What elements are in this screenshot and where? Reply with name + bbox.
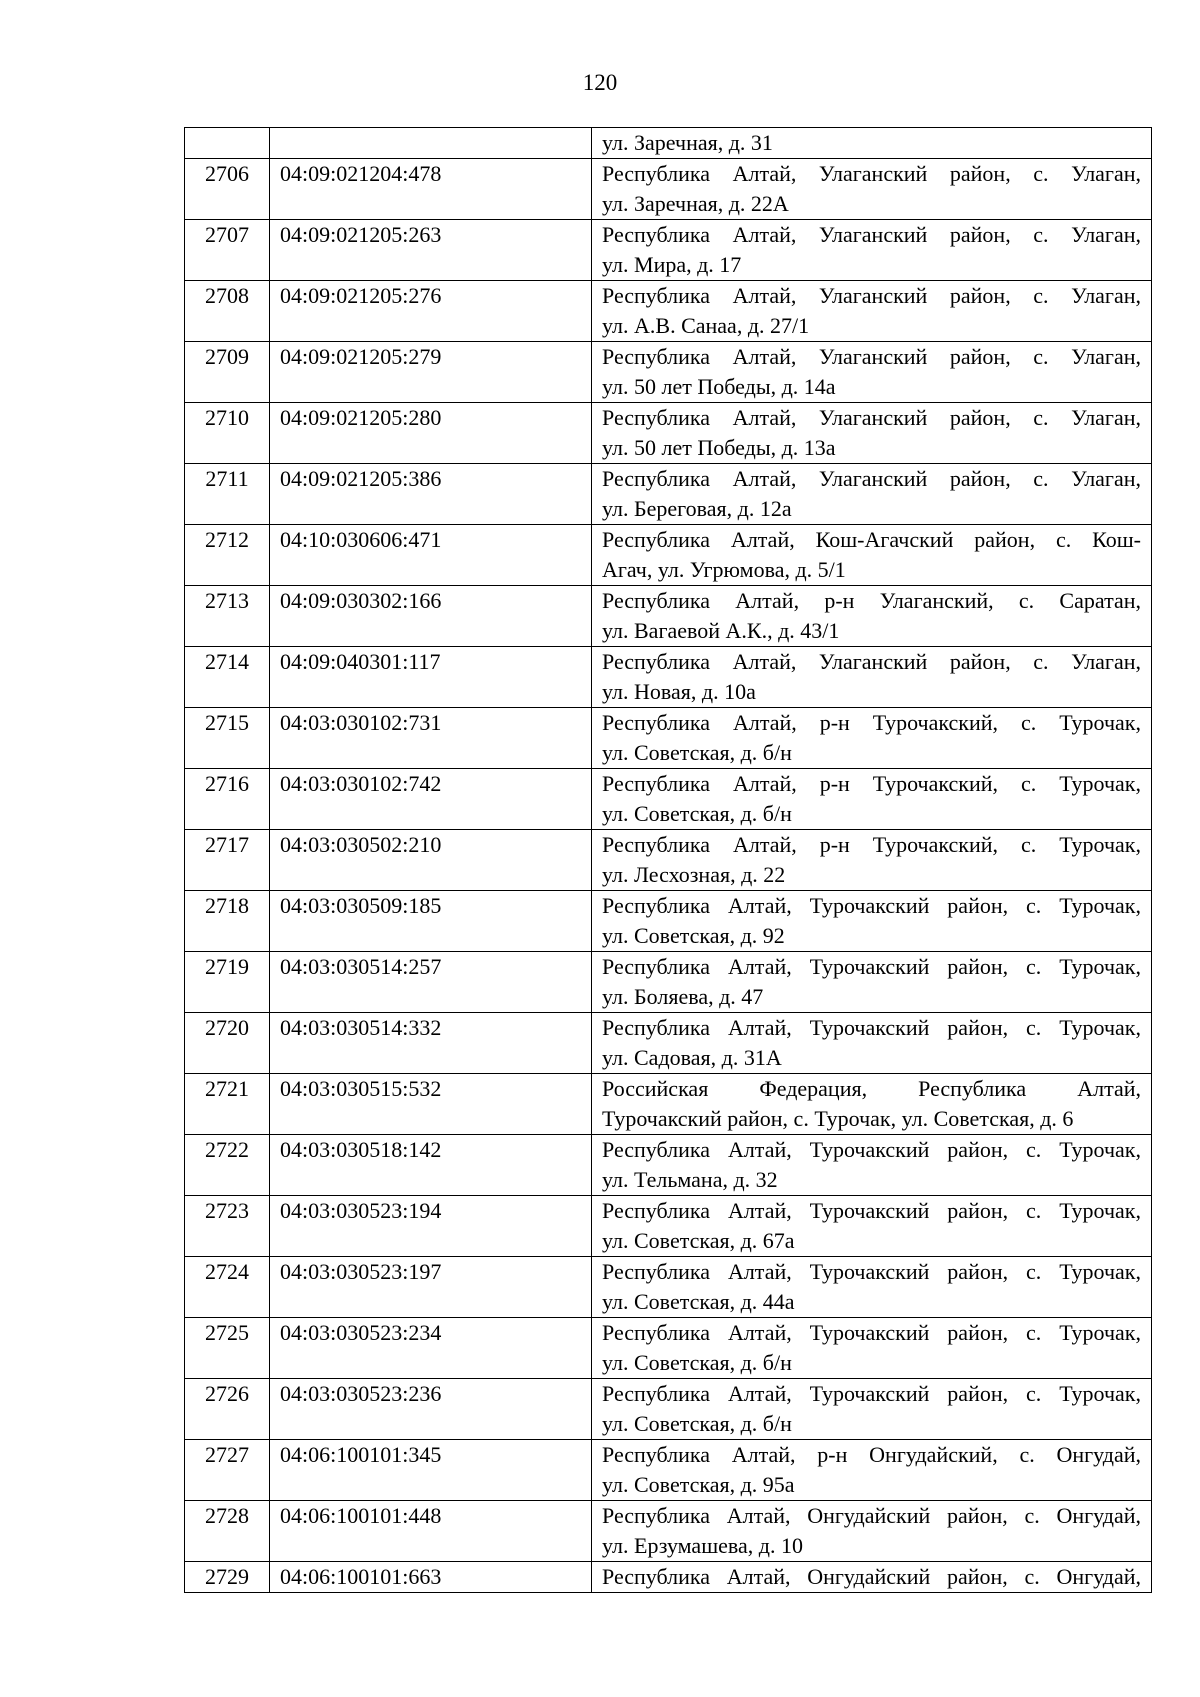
cadastral-number-cell: 04:03:030523:236 xyxy=(270,1379,592,1440)
cadastral-number-cell: 04:03:030523:234 xyxy=(270,1318,592,1379)
cadastral-number-cell: 04:09:021205:280 xyxy=(270,403,592,464)
cadastral-number-cell: 04:03:030515:532 xyxy=(270,1074,592,1135)
address-cell xyxy=(592,1318,1152,1379)
table-row xyxy=(185,342,1152,403)
address-cell xyxy=(592,1562,1152,1593)
cadastral-number-cell: 04:06:100101:663 xyxy=(270,1562,592,1593)
cadastral-number-cell: 04:03:030509:185 xyxy=(270,891,592,952)
table-row xyxy=(185,647,1152,708)
address-line-1: Республика Алтай, Улаганский район, с. Улаган, xyxy=(602,466,1141,491)
address-line-1: Республика Алтай, Онгудайский район, с. Онгудай, xyxy=(602,1564,1141,1589)
table-row xyxy=(185,830,1152,891)
address-line-1: Республика Алтай, р-н Улаганский, с. Саратан, xyxy=(602,588,1141,613)
address-cell xyxy=(592,1501,1152,1562)
address-cell xyxy=(592,708,1152,769)
cadastral-number-cell: 04:03:030502:210 xyxy=(270,830,592,891)
address-cell xyxy=(592,281,1152,342)
row-number-cell: 2720 xyxy=(185,1013,270,1074)
cadastral-number-cell: 04:09:021204:478 xyxy=(270,159,592,220)
address-line-2: ул. Советская, д. б/н xyxy=(602,1350,792,1375)
cadastral-number-cell: 04:03:030523:194 xyxy=(270,1196,592,1257)
table-row xyxy=(185,128,1152,159)
row-number-cell: 2726 xyxy=(185,1379,270,1440)
address-line-2: ул. Ерзумашева, д. 10 xyxy=(602,1533,803,1558)
row-number-cell: 2717 xyxy=(185,830,270,891)
address-line-1: Республика Алтай, Улаганский район, с. Улаган, xyxy=(602,649,1141,674)
row-number-cell: 2729 xyxy=(185,1562,270,1593)
table-row xyxy=(185,1318,1152,1379)
row-number-cell: 2710 xyxy=(185,403,270,464)
address-cell xyxy=(592,464,1152,525)
address-cell xyxy=(592,1013,1152,1074)
address-line-1: Республика Алтай, Кош-Агачский район, с. Кош- xyxy=(602,527,1141,552)
address-line-2: ул. Советская, д. б/н xyxy=(602,1411,792,1436)
address-cell xyxy=(592,1196,1152,1257)
address-cell xyxy=(592,647,1152,708)
address-line-2: ул. Мира, д. 17 xyxy=(602,252,742,277)
row-number-cell: 2713 xyxy=(185,586,270,647)
table-row xyxy=(185,1135,1152,1196)
address-line-1: Республика Алтай, Улаганский район, с. Улаган, xyxy=(602,161,1141,186)
row-number-cell: 2723 xyxy=(185,1196,270,1257)
table-row xyxy=(185,403,1152,464)
address-line-2: ул. Тельмана, д. 32 xyxy=(602,1167,778,1192)
cadastral-number-cell: 04:09:030302:166 xyxy=(270,586,592,647)
table-row xyxy=(185,1257,1152,1318)
table-row xyxy=(185,1013,1152,1074)
address-line-2: ул. Советская, д. 95а xyxy=(602,1472,795,1497)
cadastral-number-cell: 04:03:030102:742 xyxy=(270,769,592,830)
address-line-2: ул. Береговая, д. 12а xyxy=(602,496,792,521)
address-line-1: Республика Алтай, Онгудайский район, с. Онгудай, xyxy=(602,1503,1141,1528)
table-row xyxy=(185,769,1152,830)
table-row xyxy=(185,159,1152,220)
address-cell xyxy=(592,525,1152,586)
cadastral-number-cell: 04:06:100101:345 xyxy=(270,1440,592,1501)
address-line-1: Республика Алтай, Турочакский район, с. Турочак, xyxy=(602,954,1141,979)
row-number-cell: 2714 xyxy=(185,647,270,708)
table-row xyxy=(185,891,1152,952)
row-number-cell: 2711 xyxy=(185,464,270,525)
cadastral-number-cell: 04:09:040301:117 xyxy=(270,647,592,708)
address-line-2: ул. Советская, д. 67а xyxy=(602,1228,795,1253)
address-cell xyxy=(592,586,1152,647)
address-line-1: Республика Алтай, р-н Турочакский, с. Турочак, xyxy=(602,710,1141,735)
address-line-2: ул. 50 лет Победы, д. 14а xyxy=(602,374,836,399)
table-row xyxy=(185,525,1152,586)
address-line-1: Республика Алтай, Турочакский район, с. Турочак, xyxy=(602,893,1141,918)
address-line-1: Республика Алтай, р-н Онгудайский, с. Онгудай, xyxy=(602,1442,1141,1467)
address-line-2: ул. 50 лет Победы, д. 13а xyxy=(602,435,836,460)
table-row xyxy=(185,952,1152,1013)
row-number-cell: 2708 xyxy=(185,281,270,342)
address-line-2: ул. Лесхозная, д. 22 xyxy=(602,862,786,887)
cadastral-number-cell: 04:09:021205:263 xyxy=(270,220,592,281)
address-line-2: Турочакский район, с. Турочак, ул. Советская, д. 6 xyxy=(602,1106,1074,1131)
address-line-1: Республика Алтай, Турочакский район, с. Турочак, xyxy=(602,1137,1141,1162)
address-line-1: Республика Алтай, Турочакский район, с. Турочак, xyxy=(602,1381,1141,1406)
address-cell xyxy=(592,220,1152,281)
address-cell xyxy=(592,769,1152,830)
cadastral-number-cell: 04:03:030102:731 xyxy=(270,708,592,769)
address-line-2: ул. Боляева, д. 47 xyxy=(602,984,764,1009)
address-line-1: Республика Алтай, Улаганский район, с. Улаган, xyxy=(602,405,1141,430)
row-number-cell xyxy=(185,128,270,159)
table-row xyxy=(185,281,1152,342)
address-line-1: Республика Алтай, Турочакский район, с. Турочак, xyxy=(602,1259,1141,1284)
cadastral-number-cell: 04:06:100101:448 xyxy=(270,1501,592,1562)
row-number-cell: 2718 xyxy=(185,891,270,952)
table-row xyxy=(185,1440,1152,1501)
cadastral-number-cell: 04:03:030514:332 xyxy=(270,1013,592,1074)
address-line-1: Республика Алтай, Турочакский район, с. Турочак, xyxy=(602,1198,1141,1223)
cadastral-number-cell: 04:09:021205:386 xyxy=(270,464,592,525)
cadastral-number-cell: 04:09:021205:276 xyxy=(270,281,592,342)
table-row xyxy=(185,708,1152,769)
address-line-2: ул. Новая, д. 10а xyxy=(602,679,756,704)
address-line-2: ул. Советская, д. 92 xyxy=(602,923,785,948)
table-row xyxy=(185,1562,1152,1593)
address-line-2: ул. Садовая, д. 31А xyxy=(602,1045,782,1070)
address-line-2: ул. А.В. Санаа, д. 27/1 xyxy=(602,313,810,338)
row-number-cell: 2728 xyxy=(185,1501,270,1562)
address-cell xyxy=(592,403,1152,464)
address-line-1: Республика Алтай, Улаганский район, с. Улаган, xyxy=(602,344,1141,369)
address-cell xyxy=(592,1379,1152,1440)
cadastral-number-cell: 04:03:030523:197 xyxy=(270,1257,592,1318)
table-row xyxy=(185,1196,1152,1257)
address-line-2: ул. Советская, д. б/н xyxy=(602,740,792,765)
address-cell xyxy=(592,1440,1152,1501)
address-line-2: Агач, ул. Угрюмова, д. 5/1 xyxy=(602,557,846,582)
cadastral-number-cell: 04:03:030514:257 xyxy=(270,952,592,1013)
address-line-1: Республика Алтай, р-н Турочакский, с. Турочак, xyxy=(602,771,1141,796)
table-row xyxy=(185,220,1152,281)
address-line-2: ул. Советская, д. б/н xyxy=(602,801,792,826)
row-number-cell: 2706 xyxy=(185,159,270,220)
table-row xyxy=(185,464,1152,525)
address-cell xyxy=(592,1074,1152,1135)
row-number-cell: 2709 xyxy=(185,342,270,403)
address-cell xyxy=(592,1135,1152,1196)
cadastral-number-cell: 04:03:030518:142 xyxy=(270,1135,592,1196)
registry-table-body xyxy=(185,128,1152,1593)
table-row xyxy=(185,1074,1152,1135)
address-line-1: Республика Алтай, р-н Турочакский, с. Турочак, xyxy=(602,832,1141,857)
address-cell xyxy=(592,159,1152,220)
address-line-1: Республика Алтай, Турочакский район, с. Турочак, xyxy=(602,1320,1141,1345)
registry-table xyxy=(184,127,1152,1593)
address-line-2: ул. Советская, д. 44а xyxy=(602,1289,795,1314)
address-cell xyxy=(592,128,1152,159)
page-number: 120 xyxy=(582,70,618,95)
row-number-cell: 2716 xyxy=(185,769,270,830)
address-line-1: Республика Алтай, Улаганский район, с. Улаган, xyxy=(602,222,1141,247)
address-line-1: Российская Федерация, Республика Алтай, xyxy=(602,1076,1141,1101)
address-cell xyxy=(592,952,1152,1013)
row-number-cell: 2722 xyxy=(185,1135,270,1196)
address-cell xyxy=(592,891,1152,952)
address-line-1: Республика Алтай, Турочакский район, с. Турочак, xyxy=(602,1015,1141,1040)
cadastral-number-cell xyxy=(270,128,592,159)
address-cell xyxy=(592,830,1152,891)
row-number-cell: 2707 xyxy=(185,220,270,281)
table-row xyxy=(185,1379,1152,1440)
row-number-cell: 2724 xyxy=(185,1257,270,1318)
row-number-cell: 2721 xyxy=(185,1074,270,1135)
row-number-cell: 2725 xyxy=(185,1318,270,1379)
cadastral-number-cell: 04:10:030606:471 xyxy=(270,525,592,586)
address-line-2: ул. Вагаевой А.К., д. 43/1 xyxy=(602,618,840,643)
row-number-cell: 2719 xyxy=(185,952,270,1013)
address-line-2: ул. Заречная, д. 22А xyxy=(602,191,789,216)
address-cell xyxy=(592,1257,1152,1318)
table-row xyxy=(185,1501,1152,1562)
address-cell xyxy=(592,342,1152,403)
row-number-cell: 2715 xyxy=(185,708,270,769)
cadastral-number-cell: 04:09:021205:279 xyxy=(270,342,592,403)
row-number-cell: 2712 xyxy=(185,525,270,586)
row-number-cell: 2727 xyxy=(185,1440,270,1501)
address-line-2: ул. Заречная, д. 31 xyxy=(602,130,773,155)
table-row xyxy=(185,586,1152,647)
address-line-1: Республика Алтай, Улаганский район, с. Улаган, xyxy=(602,283,1141,308)
